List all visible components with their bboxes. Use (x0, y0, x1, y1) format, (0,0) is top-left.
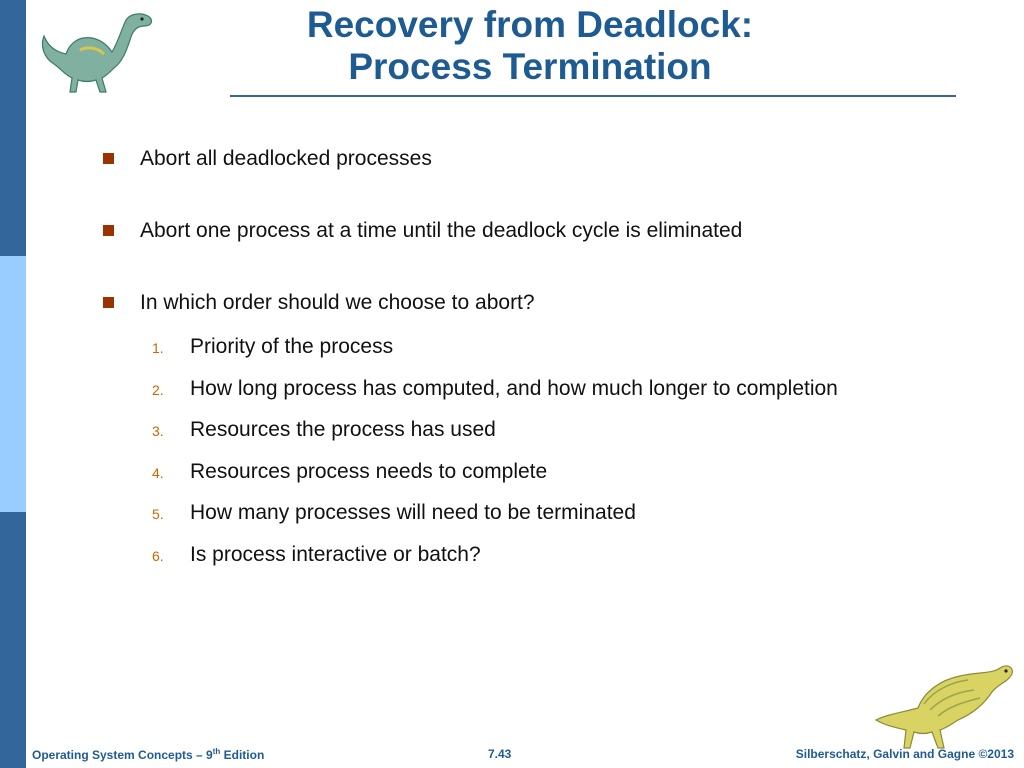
order-number: 6. (152, 547, 164, 564)
footer-copyright: Silberschatz, Galvin and Gagne ©2013 (795, 747, 1014, 761)
order-number: 4. (152, 464, 164, 481)
order-number: 1. (152, 340, 164, 356)
title-underline (230, 95, 956, 97)
order-text: How long process has computed, and how much longer to completion (190, 376, 838, 400)
footer-book-sup: th (212, 747, 221, 756)
slide-title (100, 4, 960, 88)
sidebar-highlight (0, 256, 26, 512)
abort-order-list (152, 332, 892, 581)
order-number: 3. (152, 423, 164, 439)
footer-page-number: 7.43 (488, 747, 512, 761)
square-bullet-icon (103, 225, 114, 236)
bullet-text: Abort all deadlocked processes (140, 147, 432, 170)
square-bullet-icon (103, 297, 114, 308)
title-line-2: Process Termination (348, 46, 712, 87)
order-text: Priority of the process (190, 335, 394, 358)
order-number: 2. (152, 381, 164, 398)
bullet-text: Abort one process at a time until the deadlock cycle is eliminated (140, 219, 743, 242)
square-bullet-icon (103, 153, 114, 164)
order-item (152, 498, 892, 527)
bullet-item (100, 216, 980, 245)
order-text: Is process interactive or batch? (190, 542, 481, 566)
order-text: How many processes will need to be terminated (190, 501, 636, 524)
order-item (152, 540, 892, 569)
footer-book-suffix: Edition (220, 748, 265, 762)
bullet-item (100, 288, 980, 317)
title-line-1: Recovery from Deadlock: (306, 4, 754, 45)
order-number: 5. (152, 506, 164, 522)
dinosaur-icon-bottom (868, 658, 1018, 754)
order-item (152, 457, 892, 486)
footer-book-edition (32, 747, 264, 762)
footer-book-prefix: Operating System Concepts – 9 (32, 748, 213, 762)
order-text: Resources the process has used (190, 418, 496, 441)
order-item (152, 415, 892, 444)
bullet-item (100, 144, 980, 173)
bullet-text: In which order should we choose to abort? (140, 291, 535, 314)
order-item (152, 374, 892, 403)
order-item (152, 332, 892, 361)
bullet-list (100, 144, 980, 317)
order-text: Resources process needs to complete (190, 459, 548, 483)
